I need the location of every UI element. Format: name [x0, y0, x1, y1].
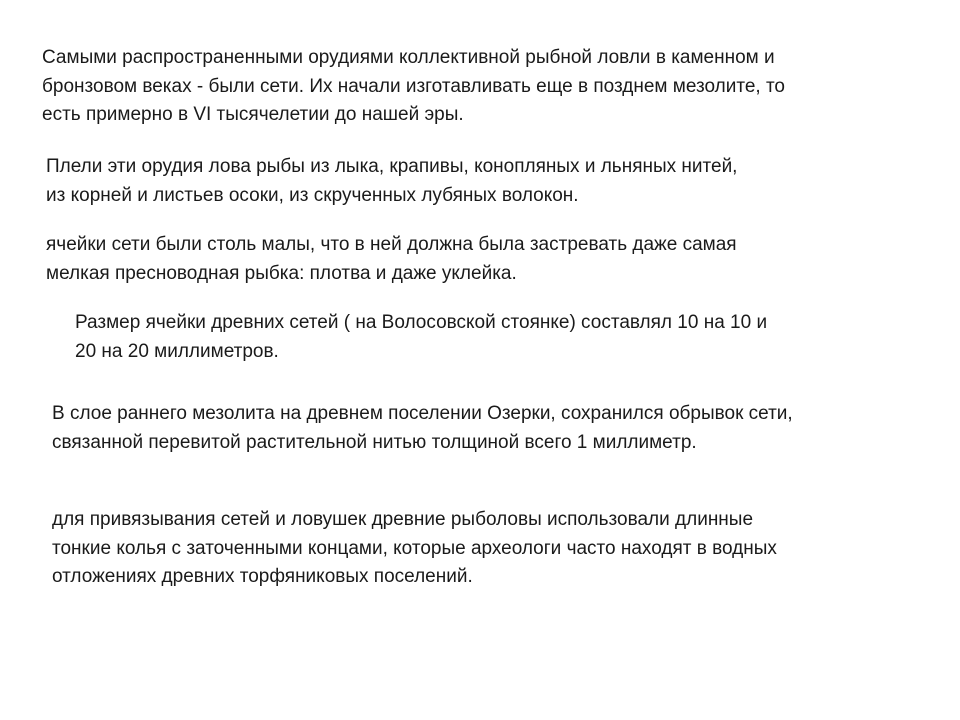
paragraph-stakes — [52, 506, 777, 592]
text-line: Плели эти орудия лова рыбы из лыка, крапивы, конопляных и льняных нитей, — [46, 156, 738, 177]
text-line: есть примерно в VI тысячелетии до нашей эры. — [42, 104, 464, 125]
paragraph-mesh-size — [46, 231, 737, 288]
paragraph-net-materials — [46, 153, 737, 210]
text-line: мелкая пресноводная рыбка: плотва и даже уклейка. — [46, 262, 517, 284]
paragraph-volosovo-mesh — [75, 309, 767, 366]
text-line: Самыми распространенными орудиями коллективной рыбной ловли в каменном и — [42, 47, 775, 68]
paragraph-ozerki-find — [52, 400, 793, 457]
text-line: 20 на 20 миллиметров. — [75, 340, 279, 362]
text-line: из корней и листьев осоки, из скрученных лубяных волокон. — [46, 184, 579, 206]
text-line: для привязывания сетей и ловушек древние рыболовы использовали длинные — [52, 509, 754, 530]
text-line: ячейки сети были столь малы, что в ней должна была застревать даже самая — [46, 234, 737, 255]
paragraph-fishing-nets-origin — [42, 44, 785, 130]
text-line: тонкие колья с заточенными концами, которые археологи часто находят в водных — [52, 537, 777, 559]
text-line: Размер ячейки древних сетей ( на Волосовской стоянке) составлял 10 на 10 и — [75, 312, 768, 333]
text-line: В слое раннего мезолита на древнем поселении Озерки, сохранился обрывок сети, — [52, 403, 793, 424]
text-line: отложениях древних торфяниковых поселений. — [52, 566, 473, 587]
text-line: связанной перевитой растительной нитью толщиной всего 1 миллиметр. — [52, 431, 697, 453]
text-line: бронзовом веках - были сети. Их начали изготавливать еще в позднем мезолите, то — [42, 75, 786, 97]
